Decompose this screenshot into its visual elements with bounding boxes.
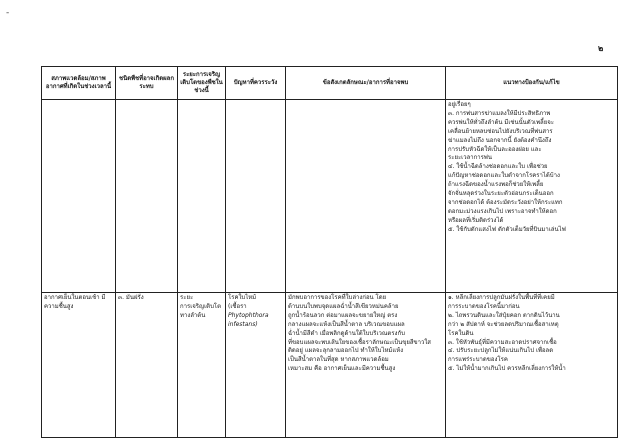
solution-line: ระยะเวลาการพ่น — [448, 154, 492, 162]
page-number: ๒ — [598, 44, 604, 53]
stage-line: การเจริญเติบโต — [180, 302, 222, 310]
cell-stage — [178, 293, 226, 438]
solution-line: ๓. ใช้หัวพันธุ์ที่มีความสะอาดปราศจากเชื้อ — [448, 338, 557, 346]
solution-line: ๔. ใช้น้ำฉีดล้างช่อดอกและใบ เพื่อช่วย — [448, 163, 548, 171]
stage-line: ทางลำต้น — [180, 311, 206, 319]
solution-line: ๕. ใช้กับดักแสงไฟ ดักตัวเต็มวัยที่บินมาเล่นไฟ — [448, 225, 566, 233]
problem-line: (เชื้อรา — [228, 302, 247, 310]
cell-problem — [226, 100, 286, 293]
cell-stage — [178, 100, 226, 293]
header-condition: สภาพแวดล้อม/สภาพอากาศที่เกิดในช่วงเวลานี้ — [42, 67, 116, 100]
solution-line: แก้ปัญหาช่อดอกและใบดำจากโรคราได้บ้าง — [448, 172, 560, 180]
solution-line: ๓. การพ่นสารฆ่าแมลงให้มีประสิทธิภาพ — [448, 109, 551, 117]
cell-problem — [226, 293, 286, 438]
header-solution: แนวทางป้องกัน/แก้ไข — [446, 67, 618, 100]
pathogen-name: Phytophthora — [228, 311, 269, 319]
symptom-line: เหมาะสม คือ อากาศเย็นและมีความชื้นสูง — [288, 365, 396, 373]
solution-line: จากช่อดอกได้ ต้องระมัดระวังอย่าให้กระแทก — [448, 198, 563, 206]
symptom-line: มักพบอาการของโรคที่ใบล่างก่อน โดย — [288, 294, 387, 301]
solution-line: เคลื่อนย้ายหลบซ่อนไปยังบริเวณที่พ่นสาร — [448, 127, 553, 135]
problem-line: โรคใบไหม้ — [228, 294, 257, 301]
symptom-line: เป็นสีน้ำตาลในที่สุด หากสภาพแวดล้อม — [288, 356, 389, 364]
cell-solution — [446, 100, 618, 293]
solution-line: กว่า ๒ สัปดาห์ จะช่วยลดปริมาณเชื้อสาเหตุ — [448, 320, 559, 328]
table-row — [42, 100, 618, 293]
symptom-line: ฉ่ำน้ำมีสีดำ เมื่อพลิกดูด้านใต้ใบบริเวณตรงกับ — [288, 329, 405, 337]
solution-line: อยู่เรื่อยๆ — [448, 101, 471, 108]
cell-crop: ๓. มันฝรั่ง — [116, 293, 178, 438]
solution-line: การระบาดของโรคนี้มาก่อน — [448, 302, 520, 310]
solution-line: ๒. ไถพรวนดินและใส่ปุ๋ยคอก ตากดินไว้นาน — [448, 311, 560, 319]
solution-line: ๔. ปรับระยะปลูกไม่ให้แน่นเกินไป เพื่อลด — [448, 347, 554, 355]
solution-line: ๑. หลีกเลี่ยงการปลูกมันฝรั่งในพื้นที่ที่เคยมี — [448, 294, 555, 301]
cell-symptom — [286, 100, 446, 293]
advisory-table — [41, 66, 618, 438]
corner-mark: - — [6, 8, 10, 18]
table-header-row — [42, 67, 618, 100]
header-stage: ระยะการเจริญเติบโตของพืชในช่วงนี้ — [178, 67, 226, 100]
symptom-line: ติดอยู่ แผลจะลุกลามออกไป ทำให้ใบไหม้แห้ง — [288, 347, 404, 355]
cell-symptom — [286, 293, 446, 438]
symptom-line: ถูกน้ำร้อนลวก ต่อมาแผลจะขยายใหญ่ ตรง — [288, 311, 398, 319]
header-problem: ปัญหาที่ควรระวัง — [226, 67, 286, 100]
header-crop: ชนิดพืชที่อาจเกิดผลกระทบ — [116, 67, 178, 100]
symptom-line: กลางแผลจะแห้งเป็นสีน้ำตาล บริเวณขอบแผล — [288, 320, 405, 328]
solution-line: โรคในดิน — [448, 329, 474, 337]
cell-solution — [446, 293, 618, 438]
solution-line: ถ้าแรงฉีดของน้ำแรงพอก็ช่วยให้เพลี้ย — [448, 181, 544, 189]
solution-line: ๕. ไม่ให้น้ำมากเกินไป ควรหลีกเลี่ยงการให้น้ำ — [448, 365, 566, 373]
solution-line: หรือผลที่เริ่มติดร่วงได้ — [448, 216, 504, 224]
symptom-line: ด้านบนใบพบจุดแผลฉ่ำน้ำสีเขียวหม่นคล้าย — [288, 302, 399, 310]
stage-line: ระยะ — [180, 294, 194, 301]
solution-line: การแพร่ระบาดของโรค — [448, 356, 508, 364]
cell-crop — [116, 100, 178, 293]
solution-line: จักจั่นหลุดร่วงในระยะตัวอ่อนกระเด็นออก — [448, 190, 554, 198]
solution-line: ฆ่าแมลงไม่ถึง นอกจากนี้ ยังต้องคำนึงถึง — [448, 136, 552, 144]
header-symptom: ข้อสังเกตลักษณะ/อาการที่อาจพบ — [286, 67, 446, 100]
solution-line: การปรับหัวฉีดให้เป็นละอองฝอย และ — [448, 145, 542, 153]
cell-condition — [42, 100, 116, 293]
pathogen-name: infestans) — [228, 320, 258, 328]
symptom-line: ที่ขอบแผลจะพบเส้นใยของเชื้อราลักษณะเป็นขุยสีขาวใส — [288, 338, 431, 346]
table-row — [42, 293, 618, 438]
solution-line: ดอกมะม่วงแรงเกินไป เพราะอาจทำให้ดอก — [448, 207, 557, 215]
cell-condition: อากาศเย็นในตอนเช้า มีความชื้นสูง — [42, 293, 116, 438]
solution-line: ควรพ่นให้ทั่วถึงลำต้น มีเช่นนั้นตัวเพลี้ยจะ — [448, 118, 554, 126]
